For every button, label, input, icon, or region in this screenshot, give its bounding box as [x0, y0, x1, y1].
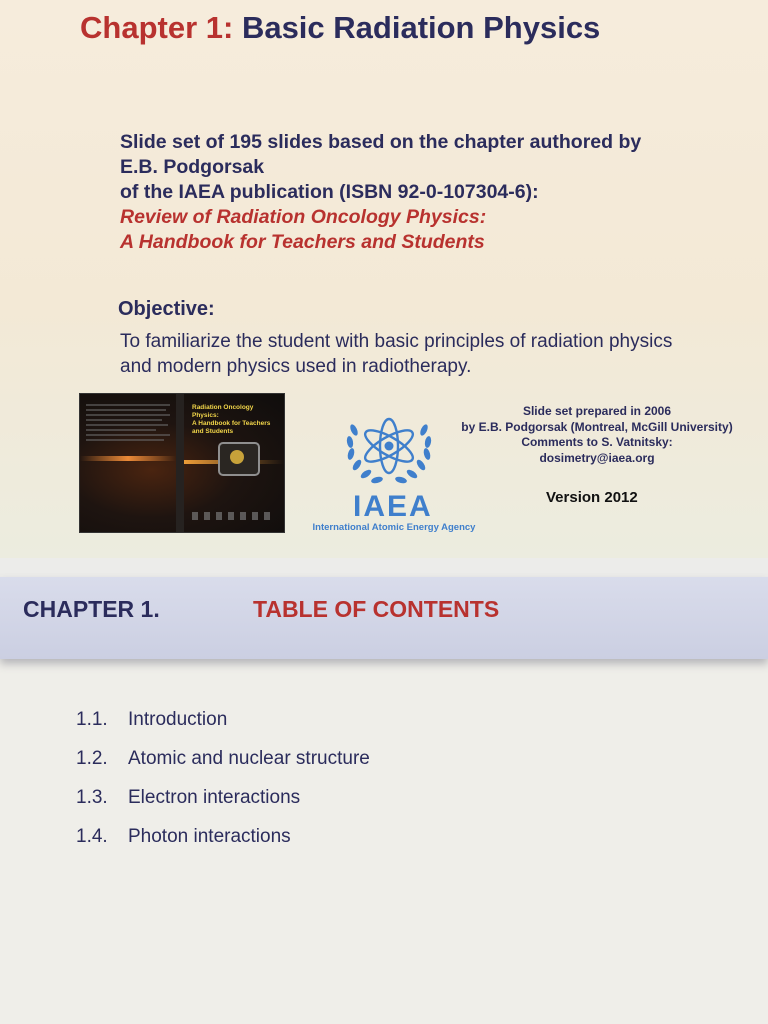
linac-figure: [218, 442, 260, 476]
slide-header: [0, 577, 768, 659]
contents-slide: [0, 577, 768, 1024]
toc-number: 1.2.: [76, 748, 108, 769]
toc-number: 1.3.: [76, 787, 108, 808]
publication-title-line: Review of Radiation Oncology Physics:: [120, 206, 487, 228]
intro-block: [120, 130, 740, 255]
intro-line: Slide set of 195 slides based on the chapter authored by: [120, 131, 642, 153]
title-prefix: Chapter 1:: [80, 10, 234, 45]
contact-email: dosimetry@iaea.org: [539, 450, 655, 465]
credits-line: Comments to S. Vatnitsky:: [521, 435, 673, 449]
credits-line: Slide set prepared in 2006: [522, 404, 672, 418]
toc-number: 1.4.: [76, 826, 108, 847]
back-cover-text-lines: [86, 404, 170, 444]
toc-title: Introduction: [128, 709, 228, 730]
toc-list: [76, 709, 370, 865]
book-spine: [176, 394, 184, 532]
book-cover-image: [79, 393, 285, 533]
credits-block: [444, 404, 750, 466]
toc-item: [76, 826, 370, 865]
objective-heading: Objective:: [118, 298, 215, 320]
toc-heading: TABLE OF CONTENTS: [253, 596, 500, 622]
intro-line: E.B. Podgorsak: [120, 156, 265, 178]
iaea-atom-laurel-icon: [340, 406, 438, 490]
version-label: Version 2012: [546, 489, 638, 506]
objective-line: and modern physics used in radiotherapy.: [120, 356, 472, 377]
toc-item: [76, 709, 370, 748]
toc-number: 1.1.: [76, 709, 108, 730]
toc-item: [76, 748, 370, 787]
intro-line: of the IAEA publication (ISBN 92-0-107304-6):: [120, 181, 539, 203]
credits-line: by E.B. Podgorsak (Montreal, McGill University): [461, 419, 733, 434]
toc-item: [76, 787, 370, 826]
publication-title-line: A Handbook for Teachers and Students: [120, 231, 485, 253]
toc-title: Atomic and nuclear structure: [128, 748, 370, 769]
objective-text: [120, 329, 760, 379]
objective-line: To familiarize the student with basic principles of radiation physics: [120, 331, 673, 352]
iaea-logo-subtitle: International Atomic Energy Agency: [312, 522, 476, 533]
title-main: Basic Radiation Physics: [241, 10, 601, 45]
chapter-label: CHAPTER 1.: [23, 596, 160, 622]
book-cover-title: Radiation Oncology Physics: A Handbook for Teachers and Students: [192, 404, 271, 435]
toc-title: Photon interactions: [128, 826, 291, 847]
toc-title: Electron interactions: [128, 787, 301, 808]
slide-title: [80, 10, 600, 46]
iaea-logo-text: IAEA: [353, 490, 433, 523]
